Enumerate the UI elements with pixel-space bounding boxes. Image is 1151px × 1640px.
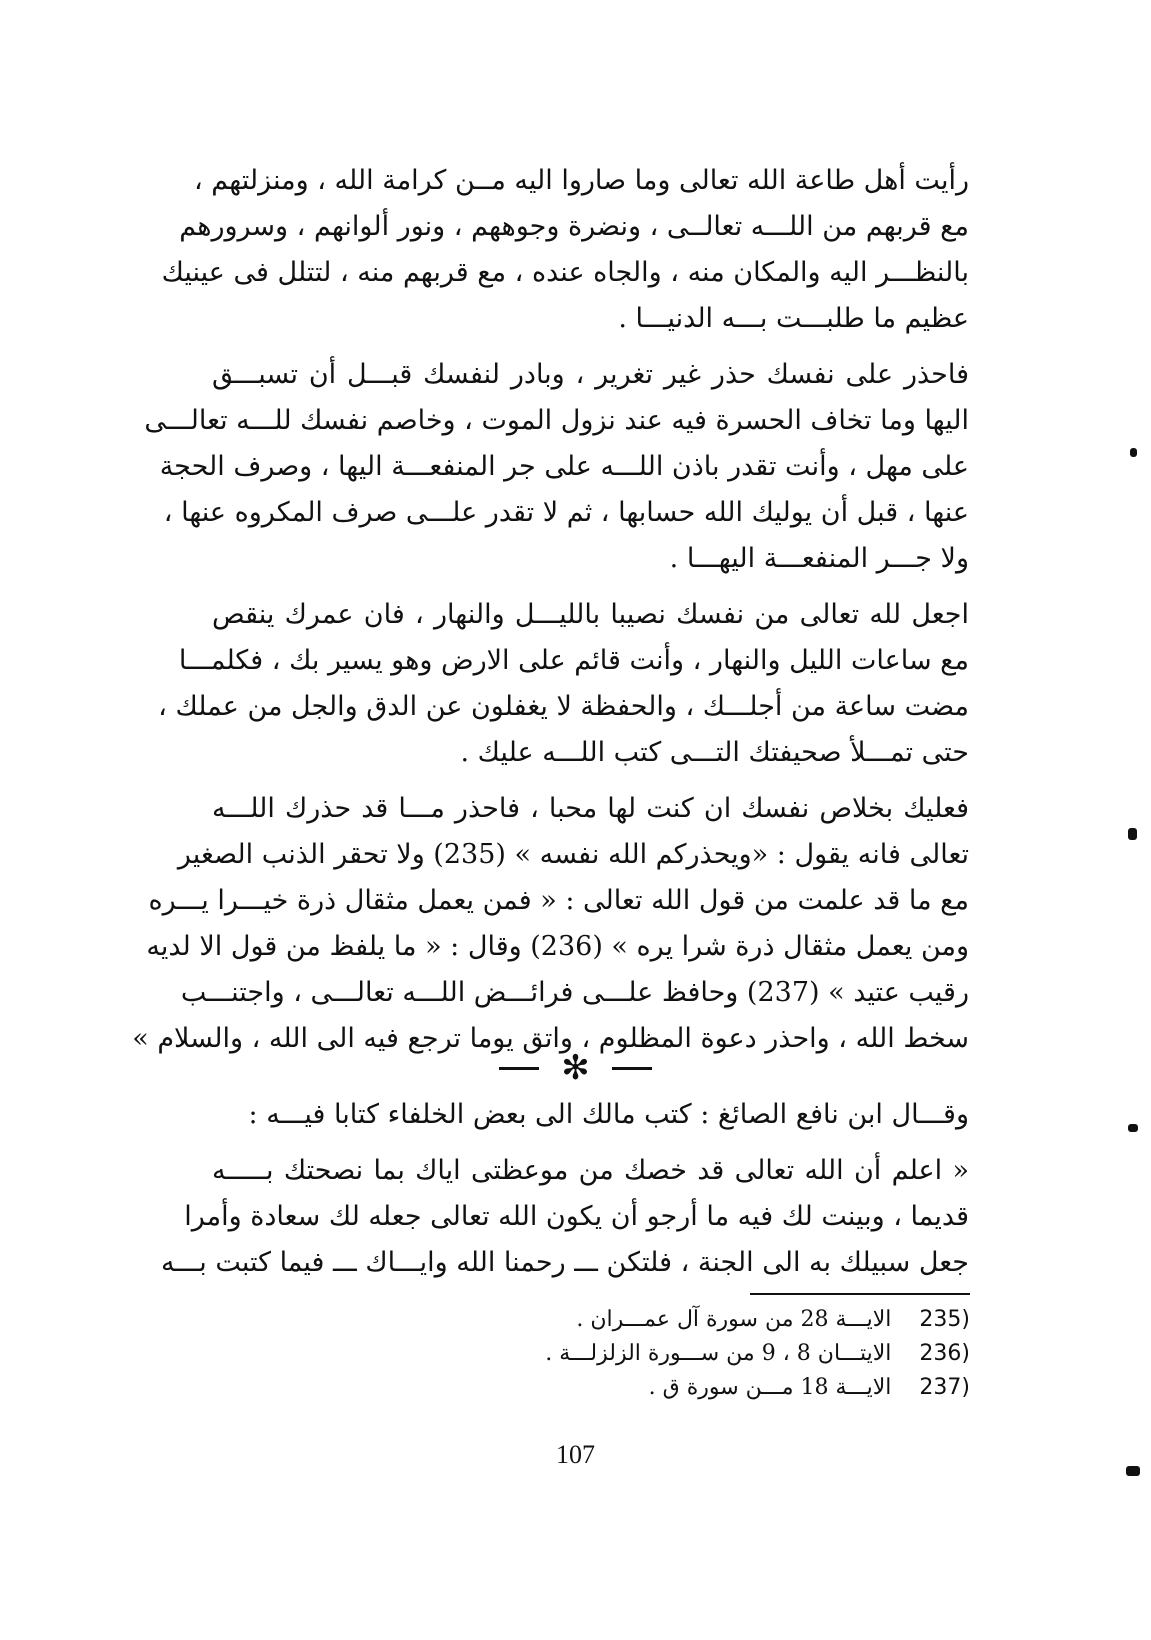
text-line: سخط الله ، واحذر دعوة المظلوم ، واتق يوما ترجع فيه الى الله ، والسلام » bbox=[132, 1023, 969, 1054]
text-line: مضت ساعة من أجلـــك ، والحفظة لا يغفلون عن الدق والجل من عملك ، bbox=[158, 691, 969, 722]
footnote-number: (235 bbox=[919, 1307, 970, 1332]
footnote-text: الايـــة 28 من سورة آل عمـــران . bbox=[576, 1307, 892, 1332]
page-number: 107 bbox=[556, 1440, 595, 1469]
footnote bbox=[430, 1337, 970, 1371]
footnote-rule bbox=[750, 1293, 970, 1295]
paragraph-5 bbox=[212, 1092, 969, 1138]
text-line: مع ساعات الليل والنهار ، وأنت قائم على الارض وهو يسير بك ، فكلمـــا bbox=[178, 645, 969, 676]
footnote bbox=[430, 1371, 970, 1405]
text-line: حتى تمـــلأ صحيفتك التـــى كتب اللـــه عليك . bbox=[460, 737, 969, 768]
text-line: ولا جـــر المنفعـــة اليهـــا . bbox=[669, 543, 969, 574]
text-line: « اعلم أن الله تعالى قد خصك من موعظتى اياك بما نصحتك بـــــه bbox=[212, 1155, 969, 1186]
asterisk-ornament-icon: ✻ bbox=[561, 1048, 590, 1088]
paragraph-6 bbox=[161, 1148, 969, 1286]
scan-speck bbox=[1128, 828, 1137, 840]
text-line: مع ما قد علمت من قول الله تعالى : « فمن يعمل مثقال ذرة خيـــرا يـــره bbox=[148, 885, 969, 916]
main-text bbox=[132, 158, 969, 1072]
text-line: عظيم ما طلبـــت بـــه الدنيـــا . bbox=[618, 303, 969, 334]
text-line: فعليك بخلاص نفسك ان كنت لها محبا ، فاحذر مـــا قد حذرك اللـــه bbox=[212, 793, 969, 824]
text-line: تعالى فانه يقول : «ويحذركم الله نفسه » (235) ولا تحقر الذنب الصغير bbox=[177, 839, 969, 870]
text-line: رأيت أهل طاعة الله تعالى وما صاروا اليه مــن كرامة الله ، ومنزلتهم ، bbox=[193, 165, 969, 196]
text-line: ومن يعمل مثقال ذرة شرا يره » (236) وقال : « ما يلفظ من قول الا لديه bbox=[146, 931, 969, 962]
paragraph-4 bbox=[132, 786, 969, 1062]
text-line: مع قربهم من اللـــه تعالــى ، ونضرة وجوههم ، ونور ألوانهم ، وسرورهم bbox=[179, 211, 969, 242]
scan-speck bbox=[1126, 1466, 1140, 1476]
text-line: جعل سبيلك به الى الجنة ، فلتكن ـــ رحمنا الله وايـــاك ـــ فيما كتبت بـــه bbox=[161, 1247, 969, 1278]
paragraph-3 bbox=[158, 592, 969, 776]
footnote-number: (237 bbox=[919, 1375, 970, 1400]
footnote-number: (236 bbox=[919, 1341, 970, 1366]
text-line: فاحذر على نفسك حذر غير تغرير ، وبادر لنفسك قبـــل أن تسبـــق bbox=[212, 359, 969, 390]
text-line: اليها وما تخاف الحسرة فيه عند نزول الموت ، وخاصم نفسك للـــه تعالـــى bbox=[144, 405, 969, 436]
section-divider bbox=[0, 1048, 1151, 1088]
text-line: رقيب عتيد » (237) وحافظ علـــى فرائـــض اللـــه تعالـــى ، واجتنـــب bbox=[180, 977, 969, 1008]
paragraph-2 bbox=[144, 352, 969, 582]
scan-speck bbox=[1128, 1124, 1138, 1132]
divider-dash bbox=[612, 1067, 652, 1070]
footnotes bbox=[430, 1303, 970, 1405]
text-line: عنها ، قبل أن يوليك الله حسابها ، ثم لا تقدر علـــى صرف المكروه عنها ، bbox=[163, 497, 969, 528]
text-line: اجعل لله تعالى من نفسك نصيبا بالليـــل والنهار ، فان عمرك ينقص bbox=[212, 599, 969, 630]
footnote-text: الايتـــان 8 ، 9 من ســـورة الزلزلـــة . bbox=[545, 1341, 892, 1366]
lower-text bbox=[161, 1092, 969, 1296]
paragraph-1 bbox=[161, 158, 969, 342]
text-line: قديما ، وبينت لك فيه ما أرجو أن يكون الله تعالى جعله لك سعادة وأمرا bbox=[184, 1201, 969, 1232]
divider-dash bbox=[499, 1067, 539, 1070]
text-line: بالنظـــر اليه والمكان منه ، والجاه عنده ، مع قربهم منه ، لتتلل فى عينيك bbox=[161, 257, 969, 288]
text-line: على مهل ، وأنت تقدر باذن اللـــه على جر المنفعـــة اليها ، وصرف الحجة bbox=[159, 451, 969, 482]
text-line: وقـــال ابن نافع الصائغ : كتب مالك الى بعض الخلفاء كتابا فيـــه : bbox=[248, 1099, 969, 1130]
footnote-text: الايـــة 18 مـــن سورة ق . bbox=[648, 1375, 892, 1400]
scan-speck bbox=[1130, 448, 1137, 457]
footnote bbox=[430, 1303, 970, 1337]
